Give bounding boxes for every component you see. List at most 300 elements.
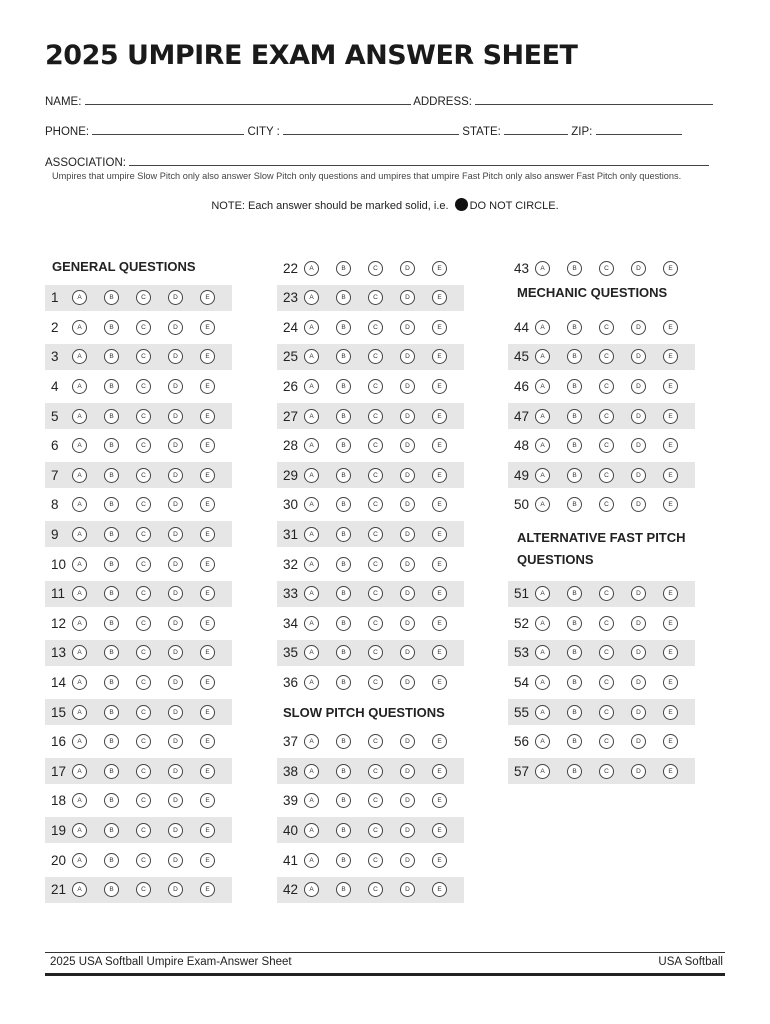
answer-bubble-46-e[interactable]: E xyxy=(663,379,678,394)
answer-bubble-9-a[interactable]: A xyxy=(72,527,87,542)
answer-bubble-14-a[interactable]: A xyxy=(72,675,87,690)
answer-bubble-55-b[interactable]: B xyxy=(567,705,582,720)
answer-bubble-17-d[interactable]: D xyxy=(168,764,183,779)
answer-bubble-32-d[interactable]: D xyxy=(400,557,415,572)
association-field[interactable] xyxy=(129,155,709,166)
answer-bubble-1-e[interactable]: E xyxy=(200,290,215,305)
answer-bubble-57-d[interactable]: D xyxy=(631,764,646,779)
answer-bubble-13-a[interactable]: A xyxy=(72,645,87,660)
answer-bubble-46-b[interactable]: B xyxy=(567,379,582,394)
answer-bubble-28-e[interactable]: E xyxy=(432,438,447,453)
answer-bubble-14-e[interactable]: E xyxy=(200,675,215,690)
zip-field[interactable] xyxy=(596,124,682,135)
answer-bubble-2-d[interactable]: D xyxy=(168,320,183,335)
answer-bubble-31-b[interactable]: B xyxy=(336,527,351,542)
answer-bubble-15-e[interactable]: E xyxy=(200,705,215,720)
answer-bubble-14-d[interactable]: D xyxy=(168,675,183,690)
answer-bubble-29-a[interactable]: A xyxy=(304,468,319,483)
answer-bubble-15-d[interactable]: D xyxy=(168,705,183,720)
answer-bubble-29-c[interactable]: C xyxy=(368,468,383,483)
answer-bubble-18-b[interactable]: B xyxy=(104,793,119,808)
answer-bubble-39-c[interactable]: C xyxy=(368,793,383,808)
answer-bubble-52-b[interactable]: B xyxy=(567,616,582,631)
answer-bubble-41-a[interactable]: A xyxy=(304,853,319,868)
answer-bubble-18-e[interactable]: E xyxy=(200,793,215,808)
answer-bubble-3-d[interactable]: D xyxy=(168,349,183,364)
answer-bubble-45-c[interactable]: C xyxy=(599,349,614,364)
answer-bubble-5-a[interactable]: A xyxy=(72,409,87,424)
answer-bubble-22-d[interactable]: D xyxy=(400,261,415,276)
answer-bubble-6-a[interactable]: A xyxy=(72,438,87,453)
answer-bubble-21-a[interactable]: A xyxy=(72,882,87,897)
city-field[interactable] xyxy=(283,124,459,135)
note-warning: DO NOT CIRCLE. xyxy=(469,200,559,212)
answer-bubble-54-b[interactable]: B xyxy=(567,675,582,690)
answer-bubble-20-a[interactable]: A xyxy=(72,853,87,868)
answer-bubble-50-d[interactable]: D xyxy=(631,497,646,512)
question-row-31 xyxy=(277,521,464,547)
question-number: 19 xyxy=(51,822,67,838)
answer-bubble-10-b[interactable]: B xyxy=(104,557,119,572)
answer-bubble-16-a[interactable]: A xyxy=(72,734,87,749)
answer-bubble-19-e[interactable]: E xyxy=(200,823,215,838)
answer-bubble-31-a[interactable]: A xyxy=(304,527,319,542)
answer-bubble-3-e[interactable]: E xyxy=(200,349,215,364)
answer-bubble-56-a[interactable]: A xyxy=(535,734,550,749)
answer-bubble-20-e[interactable]: E xyxy=(200,853,215,868)
answer-bubble-37-e[interactable]: E xyxy=(432,734,447,749)
answer-bubble-26-d[interactable]: D xyxy=(400,379,415,394)
answer-bubble-2-e[interactable]: E xyxy=(200,320,215,335)
answer-bubble-23-b[interactable]: B xyxy=(336,290,351,305)
name-field[interactable] xyxy=(85,94,411,105)
answer-bubble-10-a[interactable]: A xyxy=(72,557,87,572)
answer-bubble-43-d[interactable]: D xyxy=(631,261,646,276)
answer-bubble-28-b[interactable]: B xyxy=(336,438,351,453)
answer-bubble-26-e[interactable]: E xyxy=(432,379,447,394)
answer-bubble-52-d[interactable]: D xyxy=(631,616,646,631)
answer-bubble-10-c[interactable]: C xyxy=(136,557,151,572)
answer-bubble-16-d[interactable]: D xyxy=(168,734,183,749)
answer-bubble-40-a[interactable]: A xyxy=(304,823,319,838)
answer-bubble-49-b[interactable]: B xyxy=(567,468,582,483)
answer-bubble-12-a[interactable]: A xyxy=(72,616,87,631)
answer-bubble-19-d[interactable]: D xyxy=(168,823,183,838)
answer-bubble-42-c[interactable]: C xyxy=(368,882,383,897)
answer-bubble-18-c[interactable]: C xyxy=(136,793,151,808)
answer-bubble-7-d[interactable]: D xyxy=(168,468,183,483)
answer-bubble-9-b[interactable]: B xyxy=(104,527,119,542)
answer-bubble-47-c[interactable]: C xyxy=(599,409,614,424)
answer-bubble-18-d[interactable]: D xyxy=(168,793,183,808)
answer-bubble-26-a[interactable]: A xyxy=(304,379,319,394)
answer-bubble-33-d[interactable]: D xyxy=(400,586,415,601)
answer-bubble-25-d[interactable]: D xyxy=(400,349,415,364)
answer-bubble-27-b[interactable]: B xyxy=(336,409,351,424)
answer-bubble-43-c[interactable]: C xyxy=(599,261,614,276)
answer-bubble-35-e[interactable]: E xyxy=(432,645,447,660)
answer-bubble-31-d[interactable]: D xyxy=(400,527,415,542)
answer-bubble-27-e[interactable]: E xyxy=(432,409,447,424)
answer-bubble-55-e[interactable]: E xyxy=(663,705,678,720)
answer-bubble-34-d[interactable]: D xyxy=(400,616,415,631)
answer-bubble-6-e[interactable]: E xyxy=(200,438,215,453)
answer-bubble-48-a[interactable]: A xyxy=(535,438,550,453)
answer-bubble-36-a[interactable]: A xyxy=(304,675,319,690)
answer-bubble-25-b[interactable]: B xyxy=(336,349,351,364)
answer-bubble-17-b[interactable]: B xyxy=(104,764,119,779)
answer-bubble-36-d[interactable]: D xyxy=(400,675,415,690)
answer-bubble-39-b[interactable]: B xyxy=(336,793,351,808)
answer-bubble-56-d[interactable]: D xyxy=(631,734,646,749)
answer-bubble-21-e[interactable]: E xyxy=(200,882,215,897)
answer-bubble-7-b[interactable]: B xyxy=(104,468,119,483)
answer-bubble-57-c[interactable]: C xyxy=(599,764,614,779)
answer-bubble-11-a[interactable]: A xyxy=(72,586,87,601)
answer-bubble-26-c[interactable]: C xyxy=(368,379,383,394)
answer-bubble-1-a[interactable]: A xyxy=(72,290,87,305)
answer-bubble-22-b[interactable]: B xyxy=(336,261,351,276)
answer-bubble-53-d[interactable]: D xyxy=(631,645,646,660)
answer-bubble-41-c[interactable]: C xyxy=(368,853,383,868)
answer-bubble-40-c[interactable]: C xyxy=(368,823,383,838)
answer-bubble-48-e[interactable]: E xyxy=(663,438,678,453)
answer-bubble-8-b[interactable]: B xyxy=(104,497,119,512)
answer-bubble-44-a[interactable]: A xyxy=(535,320,550,335)
answer-bubble-47-b[interactable]: B xyxy=(567,409,582,424)
answer-bubble-52-a[interactable]: A xyxy=(535,616,550,631)
answer-bubble-46-a[interactable]: A xyxy=(535,379,550,394)
answer-bubble-31-e[interactable]: E xyxy=(432,527,447,542)
answer-bubble-50-a[interactable]: A xyxy=(535,497,550,512)
answer-bubble-49-a[interactable]: A xyxy=(535,468,550,483)
answer-bubble-25-a[interactable]: A xyxy=(304,349,319,364)
answer-bubble-5-d[interactable]: D xyxy=(168,409,183,424)
answer-bubble-29-e[interactable]: E xyxy=(432,468,447,483)
answer-bubble-43-a[interactable]: A xyxy=(535,261,550,276)
answer-bubble-35-b[interactable]: B xyxy=(336,645,351,660)
answer-bubble-38-e[interactable]: E xyxy=(432,764,447,779)
answer-bubble-37-d[interactable]: D xyxy=(400,734,415,749)
answer-bubble-16-b[interactable]: B xyxy=(104,734,119,749)
answer-bubble-39-d[interactable]: D xyxy=(400,793,415,808)
answer-bubble-35-a[interactable]: A xyxy=(304,645,319,660)
answer-bubble-37-c[interactable]: C xyxy=(368,734,383,749)
answer-bubble-54-a[interactable]: A xyxy=(535,675,550,690)
answer-bubble-3-c[interactable]: C xyxy=(136,349,151,364)
answer-bubble-29-d[interactable]: D xyxy=(400,468,415,483)
answer-bubble-24-a[interactable]: A xyxy=(304,320,319,335)
answer-bubble-8-d[interactable]: D xyxy=(168,497,183,512)
answer-bubble-10-d[interactable]: D xyxy=(168,557,183,572)
answer-bubble-16-c[interactable]: C xyxy=(136,734,151,749)
answer-bubble-39-a[interactable]: A xyxy=(304,793,319,808)
answer-bubble-50-c[interactable]: C xyxy=(599,497,614,512)
answer-bubble-30-e[interactable]: E xyxy=(432,497,447,512)
answer-bubble-19-c[interactable]: C xyxy=(136,823,151,838)
answer-bubble-28-a[interactable]: A xyxy=(304,438,319,453)
answer-bubble-55-d[interactable]: D xyxy=(631,705,646,720)
answer-bubble-45-d[interactable]: D xyxy=(631,349,646,364)
answer-bubble-25-e[interactable]: E xyxy=(432,349,447,364)
answer-bubble-40-b[interactable]: B xyxy=(336,823,351,838)
answer-bubble-50-b[interactable]: B xyxy=(567,497,582,512)
answer-bubble-1-c[interactable]: C xyxy=(136,290,151,305)
answer-bubble-36-c[interactable]: C xyxy=(368,675,383,690)
answer-bubble-54-e[interactable]: E xyxy=(663,675,678,690)
answer-bubble-51-a[interactable]: A xyxy=(535,586,550,601)
answer-bubble-20-d[interactable]: D xyxy=(168,853,183,868)
answer-bubble-54-c[interactable]: C xyxy=(599,675,614,690)
answer-bubble-14-c[interactable]: C xyxy=(136,675,151,690)
answer-bubble-22-c[interactable]: C xyxy=(368,261,383,276)
answer-bubble-46-c[interactable]: C xyxy=(599,379,614,394)
answer-bubble-42-d[interactable]: D xyxy=(400,882,415,897)
answer-bubble-11-b[interactable]: B xyxy=(104,586,119,601)
answer-bubble-35-c[interactable]: C xyxy=(368,645,383,660)
answer-bubble-12-b[interactable]: B xyxy=(104,616,119,631)
answer-bubble-27-d[interactable]: D xyxy=(400,409,415,424)
answer-bubble-7-a[interactable]: A xyxy=(72,468,87,483)
answer-bubble-51-b[interactable]: B xyxy=(567,586,582,601)
answer-bubble-44-c[interactable]: C xyxy=(599,320,614,335)
answer-bubble-28-c[interactable]: C xyxy=(368,438,383,453)
answer-bubble-1-b[interactable]: B xyxy=(104,290,119,305)
answer-bubble-34-c[interactable]: C xyxy=(368,616,383,631)
question-row-56 xyxy=(508,729,695,755)
answer-bubble-7-e[interactable]: E xyxy=(200,468,215,483)
answer-bubble-51-c[interactable]: C xyxy=(599,586,614,601)
address-field[interactable] xyxy=(475,94,713,105)
answer-bubble-52-c[interactable]: C xyxy=(599,616,614,631)
answer-bubble-52-e[interactable]: E xyxy=(663,616,678,631)
answer-bubble-33-a[interactable]: A xyxy=(304,586,319,601)
answer-bubble-8-c[interactable]: C xyxy=(136,497,151,512)
answer-bubble-15-c[interactable]: C xyxy=(136,705,151,720)
answer-bubble-48-c[interactable]: C xyxy=(599,438,614,453)
answer-bubble-8-a[interactable]: A xyxy=(72,497,87,512)
answer-bubble-46-d[interactable]: D xyxy=(631,379,646,394)
state-field[interactable] xyxy=(504,124,568,135)
answer-bubble-32-b[interactable]: B xyxy=(336,557,351,572)
answer-bubble-32-e[interactable]: E xyxy=(432,557,447,572)
answer-bubble-33-b[interactable]: B xyxy=(336,586,351,601)
answer-bubble-50-e[interactable]: E xyxy=(663,497,678,512)
answer-bubble-20-b[interactable]: B xyxy=(104,853,119,868)
answer-bubble-15-b[interactable]: B xyxy=(104,705,119,720)
answer-bubble-56-c[interactable]: C xyxy=(599,734,614,749)
answer-bubble-47-d[interactable]: D xyxy=(631,409,646,424)
answer-bubble-3-b[interactable]: B xyxy=(104,349,119,364)
answer-bubble-34-e[interactable]: E xyxy=(432,616,447,631)
answer-bubble-16-e[interactable]: E xyxy=(200,734,215,749)
answer-bubble-38-b[interactable]: B xyxy=(336,764,351,779)
answer-bubble-40-d[interactable]: D xyxy=(400,823,415,838)
answer-bubble-4-d[interactable]: D xyxy=(168,379,183,394)
answer-bubble-42-b[interactable]: B xyxy=(336,882,351,897)
answer-bubble-23-c[interactable]: C xyxy=(368,290,383,305)
answer-bubble-13-e[interactable]: E xyxy=(200,645,215,660)
answer-bubble-41-b[interactable]: B xyxy=(336,853,351,868)
answer-bubble-20-c[interactable]: C xyxy=(136,853,151,868)
answer-bubble-33-c[interactable]: C xyxy=(368,586,383,601)
answer-bubble-57-b[interactable]: B xyxy=(567,764,582,779)
question-row-2 xyxy=(45,314,232,340)
answer-bubble-54-d[interactable]: D xyxy=(631,675,646,690)
answer-bubble-36-e[interactable]: E xyxy=(432,675,447,690)
answer-bubble-51-e[interactable]: E xyxy=(663,586,678,601)
answer-bubble-9-c[interactable]: C xyxy=(136,527,151,542)
answer-bubble-24-b[interactable]: B xyxy=(336,320,351,335)
answer-bubble-18-a[interactable]: A xyxy=(72,793,87,808)
answer-bubble-39-e[interactable]: E xyxy=(432,793,447,808)
answer-bubble-12-e[interactable]: E xyxy=(200,616,215,631)
answer-bubble-30-a[interactable]: A xyxy=(304,497,319,512)
answer-bubble-25-c[interactable]: C xyxy=(368,349,383,364)
answer-bubble-55-c[interactable]: C xyxy=(599,705,614,720)
answer-bubble-42-a[interactable]: A xyxy=(304,882,319,897)
answer-bubble-12-d[interactable]: D xyxy=(168,616,183,631)
question-number: 25 xyxy=(283,349,299,365)
answer-bubble-29-b[interactable]: B xyxy=(336,468,351,483)
answer-bubble-23-a[interactable]: A xyxy=(304,290,319,305)
answer-bubble-34-a[interactable]: A xyxy=(304,616,319,631)
answer-bubble-21-c[interactable]: C xyxy=(136,882,151,897)
answer-bubble-32-a[interactable]: A xyxy=(304,557,319,572)
answer-bubble-53-c[interactable]: C xyxy=(599,645,614,660)
answer-bubble-30-b[interactable]: B xyxy=(336,497,351,512)
answer-bubble-41-e[interactable]: E xyxy=(432,853,447,868)
answer-bubble-37-b[interactable]: B xyxy=(336,734,351,749)
answer-bubble-35-d[interactable]: D xyxy=(400,645,415,660)
answer-bubble-13-d[interactable]: D xyxy=(168,645,183,660)
answer-bubble-44-d[interactable]: D xyxy=(631,320,646,335)
answer-bubble-31-c[interactable]: C xyxy=(368,527,383,542)
answer-bubble-27-a[interactable]: A xyxy=(304,409,319,424)
answer-bubble-49-d[interactable]: D xyxy=(631,468,646,483)
answer-bubble-26-b[interactable]: B xyxy=(336,379,351,394)
answer-bubble-24-e[interactable]: E xyxy=(432,320,447,335)
alt-fast-pitch-heading-2: QUESTIONS xyxy=(517,552,594,567)
answer-bubble-57-e[interactable]: E xyxy=(663,764,678,779)
answer-bubble-11-c[interactable]: C xyxy=(136,586,151,601)
answer-bubble-21-d[interactable]: D xyxy=(168,882,183,897)
answer-bubble-45-a[interactable]: A xyxy=(535,349,550,364)
answer-bubble-10-e[interactable]: E xyxy=(200,557,215,572)
answer-bubble-47-e[interactable]: E xyxy=(663,409,678,424)
answer-bubble-23-d[interactable]: D xyxy=(400,290,415,305)
answer-bubble-40-e[interactable]: E xyxy=(432,823,447,838)
answer-bubble-56-e[interactable]: E xyxy=(663,734,678,749)
answer-bubble-42-e[interactable]: E xyxy=(432,882,447,897)
answer-bubble-3-a[interactable]: A xyxy=(72,349,87,364)
answer-bubble-13-c[interactable]: C xyxy=(136,645,151,660)
answer-bubble-9-e[interactable]: E xyxy=(200,527,215,542)
answer-bubble-24-c[interactable]: C xyxy=(368,320,383,335)
answer-bubble-9-d[interactable]: D xyxy=(168,527,183,542)
answer-bubble-2-c[interactable]: C xyxy=(136,320,151,335)
answer-bubble-55-a[interactable]: A xyxy=(535,705,550,720)
answer-bubble-21-b[interactable]: B xyxy=(104,882,119,897)
answer-bubble-53-b[interactable]: B xyxy=(567,645,582,660)
answer-bubble-19-a[interactable]: A xyxy=(72,823,87,838)
answer-bubble-22-e[interactable]: E xyxy=(432,261,447,276)
answer-bubble-48-d[interactable]: D xyxy=(631,438,646,453)
answer-bubble-32-c[interactable]: C xyxy=(368,557,383,572)
answer-bubble-11-d[interactable]: D xyxy=(168,586,183,601)
answer-bubble-53-e[interactable]: E xyxy=(663,645,678,660)
answer-bubble-15-a[interactable]: A xyxy=(72,705,87,720)
answer-bubble-49-c[interactable]: C xyxy=(599,468,614,483)
answer-bubble-2-b[interactable]: B xyxy=(104,320,119,335)
answer-bubble-56-b[interactable]: B xyxy=(567,734,582,749)
answer-bubble-43-e[interactable]: E xyxy=(663,261,678,276)
answer-bubble-48-b[interactable]: B xyxy=(567,438,582,453)
answer-bubble-23-e[interactable]: E xyxy=(432,290,447,305)
answer-bubble-12-c[interactable]: C xyxy=(136,616,151,631)
answer-bubble-5-e[interactable]: E xyxy=(200,409,215,424)
answer-bubble-28-d[interactable]: D xyxy=(400,438,415,453)
answer-bubble-38-a[interactable]: A xyxy=(304,764,319,779)
answer-bubble-7-c[interactable]: C xyxy=(136,468,151,483)
answer-bubble-43-b[interactable]: B xyxy=(567,261,582,276)
answer-bubble-14-b[interactable]: B xyxy=(104,675,119,690)
answer-bubble-6-b[interactable]: B xyxy=(104,438,119,453)
answer-bubble-1-d[interactable]: D xyxy=(168,290,183,305)
answer-bubble-4-a[interactable]: A xyxy=(72,379,87,394)
answer-bubble-17-e[interactable]: E xyxy=(200,764,215,779)
answer-bubble-13-b[interactable]: B xyxy=(104,645,119,660)
answer-bubble-53-a[interactable]: A xyxy=(535,645,550,660)
answer-bubble-57-a[interactable]: A xyxy=(535,764,550,779)
answer-bubble-34-b[interactable]: B xyxy=(336,616,351,631)
phone-field[interactable] xyxy=(92,124,244,135)
answer-bubble-45-e[interactable]: E xyxy=(663,349,678,364)
answer-bubble-27-c[interactable]: C xyxy=(368,409,383,424)
answer-bubble-24-d[interactable]: D xyxy=(400,320,415,335)
answer-bubble-17-c[interactable]: C xyxy=(136,764,151,779)
answer-bubble-36-b[interactable]: B xyxy=(336,675,351,690)
answer-bubble-17-a[interactable]: A xyxy=(72,764,87,779)
answer-bubble-41-d[interactable]: D xyxy=(400,853,415,868)
answer-bubble-49-e[interactable]: E xyxy=(663,468,678,483)
answer-bubble-44-b[interactable]: B xyxy=(567,320,582,335)
answer-bubble-51-d[interactable]: D xyxy=(631,586,646,601)
answer-bubble-4-e[interactable]: E xyxy=(200,379,215,394)
answer-bubble-8-e[interactable]: E xyxy=(200,497,215,512)
answer-bubble-6-c[interactable]: C xyxy=(136,438,151,453)
answer-bubble-38-d[interactable]: D xyxy=(400,764,415,779)
answer-bubble-47-a[interactable]: A xyxy=(535,409,550,424)
answer-bubble-5-c[interactable]: C xyxy=(136,409,151,424)
answer-bubble-38-c[interactable]: C xyxy=(368,764,383,779)
answer-bubble-4-c[interactable]: C xyxy=(136,379,151,394)
answer-bubble-45-b[interactable]: B xyxy=(567,349,582,364)
answer-bubble-5-b[interactable]: B xyxy=(104,409,119,424)
question-number: 37 xyxy=(283,734,299,750)
answer-bubble-30-d[interactable]: D xyxy=(400,497,415,512)
answer-bubble-2-a[interactable]: A xyxy=(72,320,87,335)
answer-bubble-37-a[interactable]: A xyxy=(304,734,319,749)
answer-bubble-33-e[interactable]: E xyxy=(432,586,447,601)
answer-bubble-22-a[interactable]: A xyxy=(304,261,319,276)
answer-bubble-6-d[interactable]: D xyxy=(168,438,183,453)
answer-bubble-19-b[interactable]: B xyxy=(104,823,119,838)
answer-bubble-4-b[interactable]: B xyxy=(104,379,119,394)
answer-bubble-44-e[interactable]: E xyxy=(663,320,678,335)
answer-bubble-30-c[interactable]: C xyxy=(368,497,383,512)
answer-bubble-11-e[interactable]: E xyxy=(200,586,215,601)
